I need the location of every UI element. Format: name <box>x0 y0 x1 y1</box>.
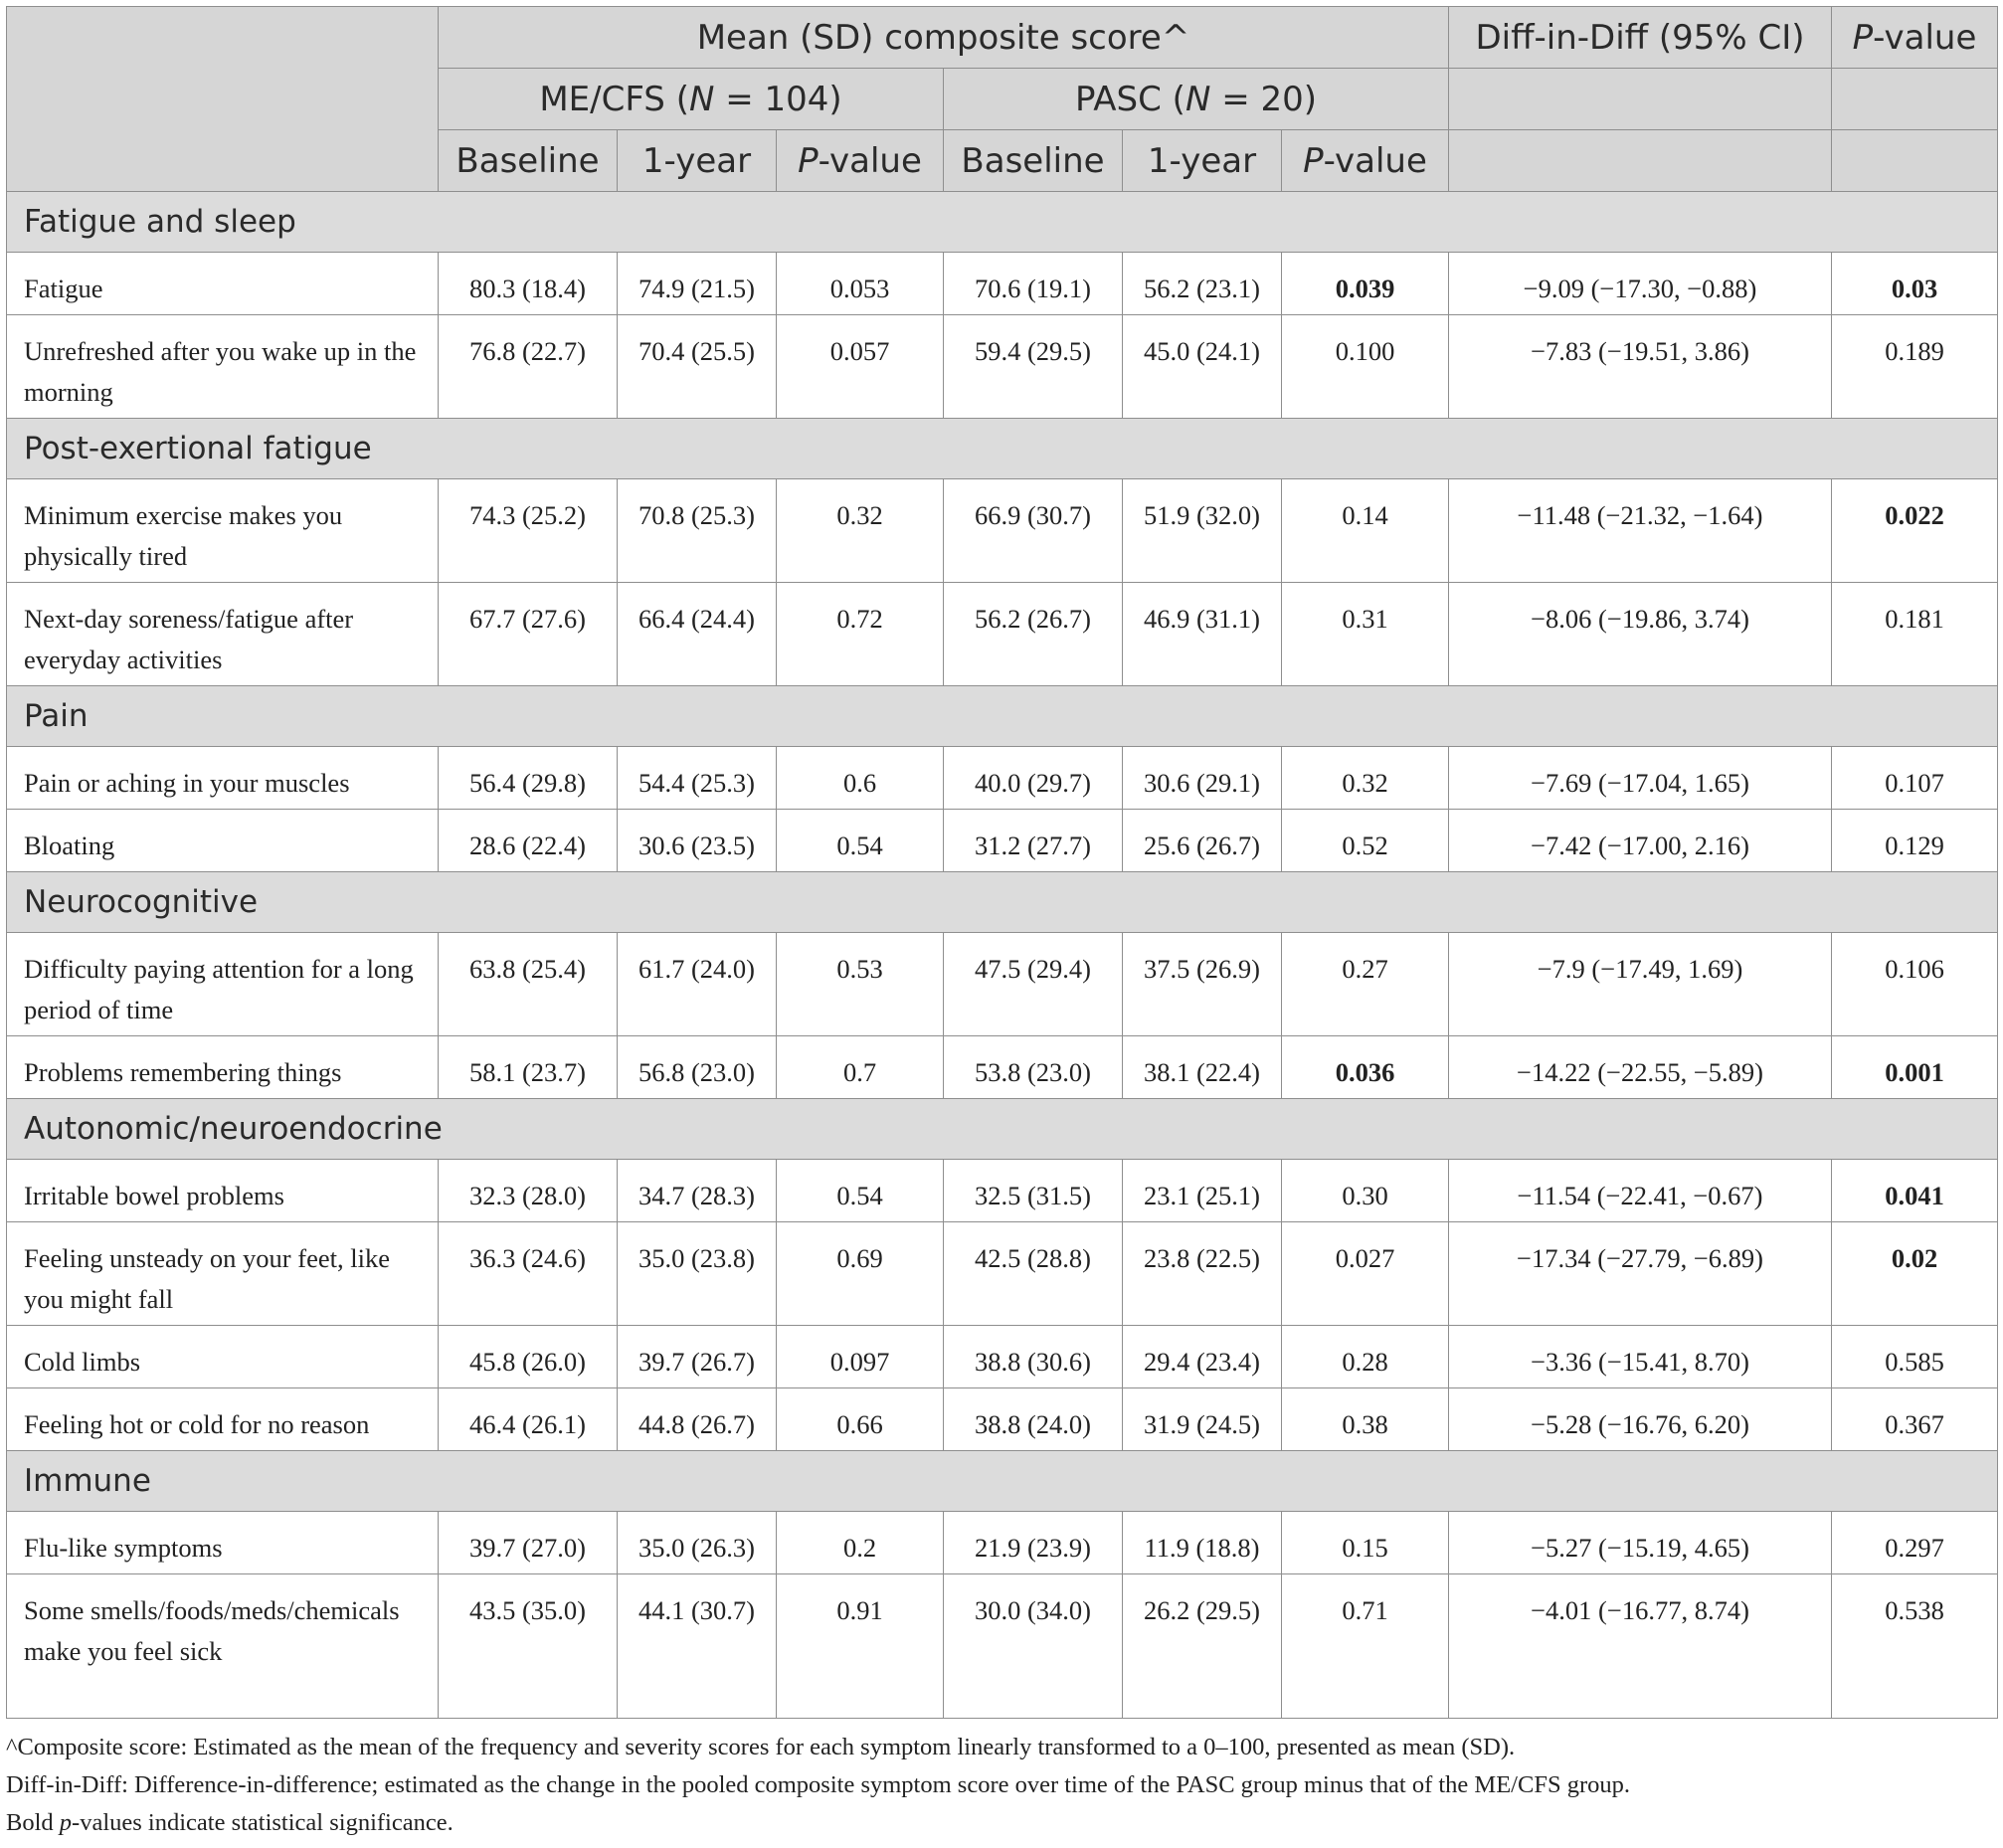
table-cell: 38.8 (24.0) <box>944 1388 1123 1451</box>
table-cell: 23.8 (22.5) <box>1123 1222 1282 1326</box>
table-cell: 39.7 (26.7) <box>618 1326 777 1388</box>
table-cell: −14.22 (−22.55, −5.89) <box>1449 1036 1832 1099</box>
table-cell: 0.027 <box>1282 1222 1449 1326</box>
table-cell: −3.36 (−15.41, 8.70) <box>1449 1326 1832 1388</box>
footnote-bold-italic: p <box>59 1809 73 1836</box>
table-cell: 0.022 <box>1832 479 1998 583</box>
table-cell: 0.001 <box>1832 1036 1998 1099</box>
table-cell: 0.15 <box>1282 1512 1449 1574</box>
table-cell: 0.538 <box>1832 1574 1998 1719</box>
section-header-row <box>7 419 1998 479</box>
header-pasc-1year: 1-year <box>1123 130 1282 192</box>
row-label: Irritable bowel problems <box>7 1160 439 1222</box>
table-cell: 0.54 <box>777 1160 944 1222</box>
table-cell: 32.5 (31.5) <box>944 1160 1123 1222</box>
table-cell: 53.8 (23.0) <box>944 1036 1123 1099</box>
table-cell: 30.6 (29.1) <box>1123 747 1282 810</box>
header-pasc-pvalue-rest: -value <box>1323 140 1427 181</box>
row-label: Minimum exercise makes you physically tired <box>7 479 439 583</box>
table-cell: 28.6 (22.4) <box>439 810 618 872</box>
header-empty-p <box>1832 69 1998 130</box>
table-cell: 0.100 <box>1282 315 1449 419</box>
table-cell: 56.8 (23.0) <box>618 1036 777 1099</box>
table-cell: 0.32 <box>777 479 944 583</box>
header-pasc-baseline: Baseline <box>944 130 1123 192</box>
table-cell: 46.9 (31.1) <box>1123 583 1282 686</box>
table-cell: 74.9 (21.5) <box>618 253 777 315</box>
header-mecfs-baseline: Baseline <box>439 130 618 192</box>
row-label: Unrefreshed after you wake up in the morning <box>7 315 439 419</box>
table-cell: 0.129 <box>1832 810 1998 872</box>
header-mecfs-pvalue-rest: -value <box>818 140 922 181</box>
table-cell: −7.9 (−17.49, 1.69) <box>1449 933 1832 1036</box>
table-cell: 0.367 <box>1832 1388 1998 1451</box>
footnote-diff-in-diff: Diff-in-Diff: Difference-in-difference; estimated as the change in the pooled composite symptom score over time of the PASC group minus that of the ME/CFS group. <box>6 1771 1630 1798</box>
section-title: Neurocognitive <box>7 872 1998 933</box>
row-label: Next-day soreness/fatigue after everyday activities <box>7 583 439 686</box>
table-row <box>7 1512 1998 1574</box>
section-header-row <box>7 1099 1998 1160</box>
row-label: Difficulty paying attention for a long period of time <box>7 933 439 1036</box>
table-cell: 58.1 (23.7) <box>439 1036 618 1099</box>
table-cell: 44.8 (26.7) <box>618 1388 777 1451</box>
table-cell: −8.06 (−19.86, 3.74) <box>1449 583 1832 686</box>
table-cell: 32.3 (28.0) <box>439 1160 618 1222</box>
header-blank <box>7 7 439 192</box>
table-cell: 70.8 (25.3) <box>618 479 777 583</box>
table-cell: 70.6 (19.1) <box>944 253 1123 315</box>
table-cell: 66.9 (30.7) <box>944 479 1123 583</box>
table-cell: 31.2 (27.7) <box>944 810 1123 872</box>
header-pasc-pvalue <box>1282 130 1449 192</box>
row-label: Pain or aching in your muscles <box>7 747 439 810</box>
header-pasc-post: = 20) <box>1210 79 1318 119</box>
table-cell: 38.1 (22.4) <box>1123 1036 1282 1099</box>
section-title: Fatigue and sleep <box>7 192 1998 253</box>
row-label: Problems remembering things <box>7 1036 439 1099</box>
table-cell: 47.5 (29.4) <box>944 933 1123 1036</box>
table-cell: 45.0 (24.1) <box>1123 315 1282 419</box>
table-cell: 0.181 <box>1832 583 1998 686</box>
table-cell: −7.69 (−17.04, 1.65) <box>1449 747 1832 810</box>
row-label: Some smells/foods/meds/chemicals make you feel sick <box>7 1574 439 1719</box>
footnote-composite: ^Composite score: Estimated as the mean of the frequency and severity scores for each symptom linearly transformed to a 0–100, presented as mean (SD). <box>6 1734 1516 1760</box>
table-cell: −9.09 (−17.30, −0.88) <box>1449 253 1832 315</box>
row-label: Cold limbs <box>7 1326 439 1388</box>
table-cell: 0.69 <box>777 1222 944 1326</box>
table-row <box>7 933 1998 1036</box>
table-cell: 37.5 (26.9) <box>1123 933 1282 1036</box>
table-cell: 36.3 (24.6) <box>439 1222 618 1326</box>
table-cell: 70.4 (25.5) <box>618 315 777 419</box>
table-row <box>7 479 1998 583</box>
header-empty-did <box>1449 69 1832 130</box>
table-cell: 29.4 (23.4) <box>1123 1326 1282 1388</box>
table-cell: 0.03 <box>1832 253 1998 315</box>
table-cell: 0.38 <box>1282 1388 1449 1451</box>
table-cell: 39.7 (27.0) <box>439 1512 618 1574</box>
table-cell: 0.6 <box>777 747 944 810</box>
table-body <box>7 192 1998 1719</box>
table-cell: 0.71 <box>1282 1574 1449 1719</box>
table-cell: −5.28 (−16.76, 6.20) <box>1449 1388 1832 1451</box>
table-cell: 0.107 <box>1832 747 1998 810</box>
table-cell: 21.9 (23.9) <box>944 1512 1123 1574</box>
header-mecfs-pvalue <box>777 130 944 192</box>
table-cell: 56.2 (23.1) <box>1123 253 1282 315</box>
table-cell: 74.3 (25.2) <box>439 479 618 583</box>
table-cell: 0.28 <box>1282 1326 1449 1388</box>
table-cell: 80.3 (18.4) <box>439 253 618 315</box>
section-header-row <box>7 686 1998 747</box>
table-row <box>7 1036 1998 1099</box>
header-pasc-n: N <box>1184 79 1211 119</box>
table-cell: 0.02 <box>1832 1222 1998 1326</box>
table-cell: 42.5 (28.8) <box>944 1222 1123 1326</box>
table-cell: 0.297 <box>1832 1512 1998 1574</box>
table-cell: 0.039 <box>1282 253 1449 315</box>
row-label: Feeling hot or cold for no reason <box>7 1388 439 1451</box>
footnote-bold-post: -values indicate statistical significance. <box>72 1809 454 1836</box>
table-cell: −7.83 (−19.51, 3.86) <box>1449 315 1832 419</box>
header-mecfs-pvalue-p: P <box>798 140 819 181</box>
table-row <box>7 583 1998 686</box>
table-cell: −11.48 (−21.32, −1.64) <box>1449 479 1832 583</box>
table-row <box>7 1388 1998 1451</box>
header-pvalue <box>1832 7 1998 69</box>
table-cell: 0.72 <box>777 583 944 686</box>
table-cell: 43.5 (35.0) <box>439 1574 618 1719</box>
table-row <box>7 1574 1998 1719</box>
table-cell: −5.27 (−15.19, 4.65) <box>1449 1512 1832 1574</box>
header-pasc <box>944 69 1449 130</box>
header-pvalue-rest: -value <box>1873 17 1977 58</box>
table-cell: 0.585 <box>1832 1326 1998 1388</box>
table-cell: 30.0 (34.0) <box>944 1574 1123 1719</box>
table-cell: 45.8 (26.0) <box>439 1326 618 1388</box>
table-cell: 11.9 (18.8) <box>1123 1512 1282 1574</box>
table-cell: 51.9 (32.0) <box>1123 479 1282 583</box>
table-cell: 59.4 (29.5) <box>944 315 1123 419</box>
table-cell: 0.27 <box>1282 933 1449 1036</box>
table-cell: 0.32 <box>1282 747 1449 810</box>
table-cell: 0.057 <box>777 315 944 419</box>
header-mecfs-1year: 1-year <box>618 130 777 192</box>
table-cell: −11.54 (−22.41, −0.67) <box>1449 1160 1832 1222</box>
row-label: Feeling unsteady on your feet, like you might fall <box>7 1222 439 1326</box>
table-cell: 0.31 <box>1282 583 1449 686</box>
table-cell: 0.91 <box>777 1574 944 1719</box>
table-cell: 0.52 <box>1282 810 1449 872</box>
header-mean-composite: Mean (SD) composite score^ <box>439 7 1449 69</box>
header-mecfs <box>439 69 944 130</box>
section-title: Post-exertional fatigue <box>7 419 1998 479</box>
row-label: Flu-like symptoms <box>7 1512 439 1574</box>
table-cell: −17.34 (−27.79, −6.89) <box>1449 1222 1832 1326</box>
footnote-bold-pre: Bold <box>6 1809 60 1836</box>
table-container <box>6 6 1997 1842</box>
section-title: Immune <box>7 1451 1998 1512</box>
table-cell: 23.1 (25.1) <box>1123 1160 1282 1222</box>
header-diff-in-diff: Diff-in-Diff (95% CI) <box>1449 7 1832 69</box>
header-pasc-pre: PASC ( <box>1074 79 1185 119</box>
row-label: Fatigue <box>7 253 439 315</box>
table-cell: 46.4 (26.1) <box>439 1388 618 1451</box>
table-cell: 0.66 <box>777 1388 944 1451</box>
table-cell: 0.2 <box>777 1512 944 1574</box>
table-cell: 0.097 <box>777 1326 944 1388</box>
header-empty-p-2 <box>1832 130 1998 192</box>
table-cell: 0.036 <box>1282 1036 1449 1099</box>
table-cell: 0.7 <box>777 1036 944 1099</box>
table-cell: 25.6 (26.7) <box>1123 810 1282 872</box>
table-row <box>7 1326 1998 1388</box>
header-pasc-pvalue-p: P <box>1303 140 1324 181</box>
table-cell: 35.0 (26.3) <box>618 1512 777 1574</box>
header-mecfs-pre: ME/CFS ( <box>539 79 689 119</box>
section-title: Pain <box>7 686 1998 747</box>
table-cell: 76.8 (22.7) <box>439 315 618 419</box>
table-cell: 66.4 (24.4) <box>618 583 777 686</box>
table-cell: 0.189 <box>1832 315 1998 419</box>
table-cell: 0.14 <box>1282 479 1449 583</box>
table-row <box>7 1222 1998 1326</box>
table-cell: 56.2 (26.7) <box>944 583 1123 686</box>
table-cell: −7.42 (−17.00, 2.16) <box>1449 810 1832 872</box>
table-cell: 40.0 (29.7) <box>944 747 1123 810</box>
footnote-bold <box>6 1804 1997 1842</box>
table-row <box>7 747 1998 810</box>
footnotes <box>6 1729 1997 1842</box>
header-pvalue-italic: P <box>1852 17 1874 58</box>
section-title: Autonomic/neuroendocrine <box>7 1099 1998 1160</box>
table-cell: 56.4 (29.8) <box>439 747 618 810</box>
table-cell: 61.7 (24.0) <box>618 933 777 1036</box>
header-mecfs-n: N <box>688 79 715 119</box>
table-cell: 0.53 <box>777 933 944 1036</box>
table-cell: 44.1 (30.7) <box>618 1574 777 1719</box>
table-cell: 31.9 (24.5) <box>1123 1388 1282 1451</box>
table-cell: 0.30 <box>1282 1160 1449 1222</box>
table-row <box>7 315 1998 419</box>
section-header-row <box>7 872 1998 933</box>
header-mecfs-post: = 104) <box>714 79 842 119</box>
table-cell: 26.2 (29.5) <box>1123 1574 1282 1719</box>
table-row <box>7 1160 1998 1222</box>
table-cell: 63.8 (25.4) <box>439 933 618 1036</box>
table-cell: 0.106 <box>1832 933 1998 1036</box>
table-row <box>7 253 1998 315</box>
header-empty-did-2 <box>1449 130 1832 192</box>
table-cell: 0.041 <box>1832 1160 1998 1222</box>
row-label: Bloating <box>7 810 439 872</box>
table-row <box>7 810 1998 872</box>
table-cell: 67.7 (27.6) <box>439 583 618 686</box>
section-header-row <box>7 1451 1998 1512</box>
table-cell: −4.01 (−16.77, 8.74) <box>1449 1574 1832 1719</box>
table-cell: 35.0 (23.8) <box>618 1222 777 1326</box>
table-cell: 38.8 (30.6) <box>944 1326 1123 1388</box>
table-cell: 54.4 (25.3) <box>618 747 777 810</box>
table-cell: 30.6 (23.5) <box>618 810 777 872</box>
table-cell: 34.7 (28.3) <box>618 1160 777 1222</box>
table-cell: 0.053 <box>777 253 944 315</box>
section-header-row <box>7 192 1998 253</box>
table-cell: 0.54 <box>777 810 944 872</box>
results-table <box>6 6 1998 1719</box>
